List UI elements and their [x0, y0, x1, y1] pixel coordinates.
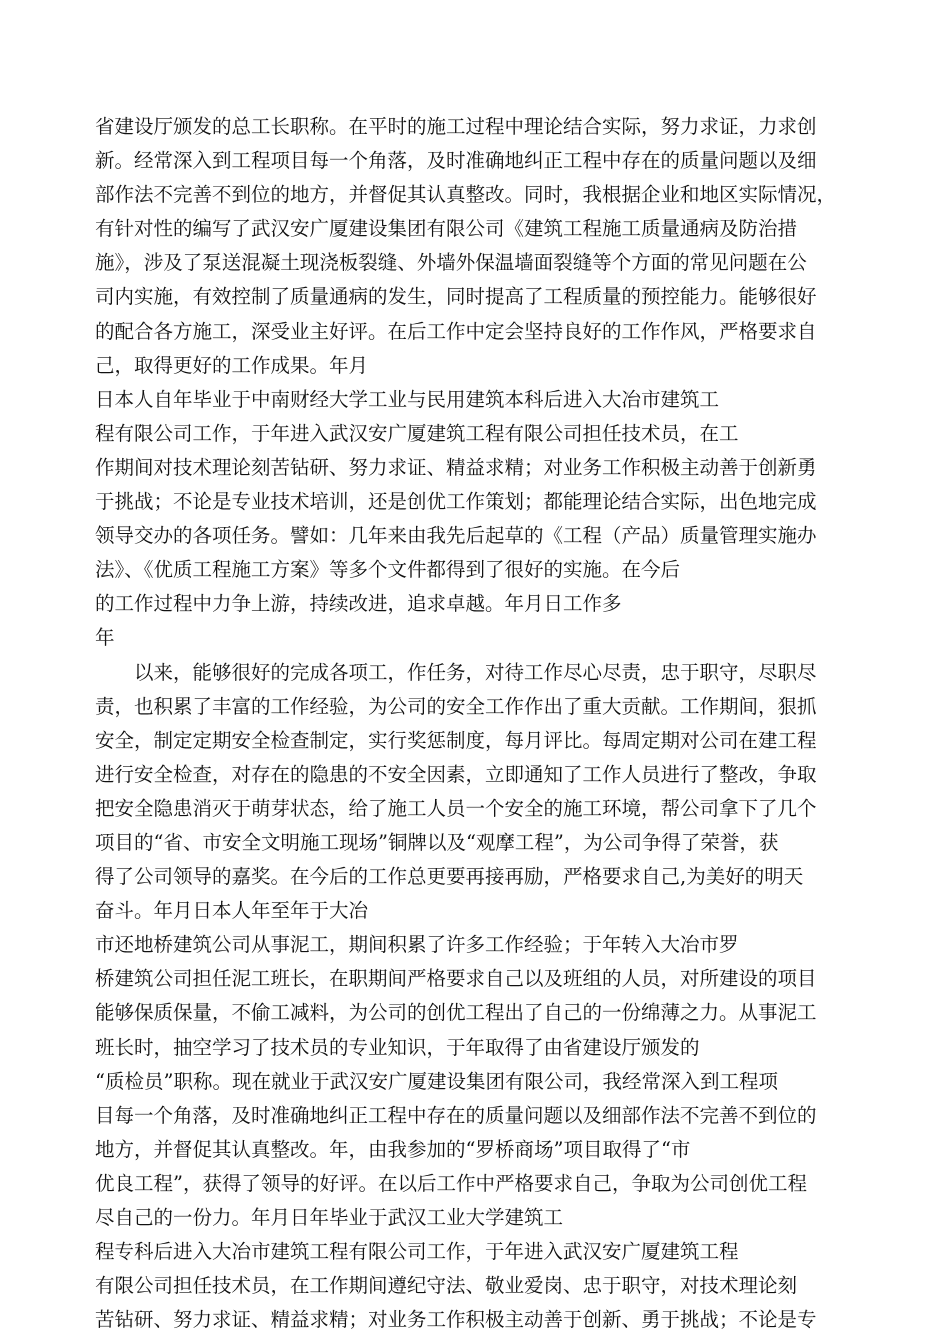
text-line: 领导交办的各项任务。譬如：几年来由我先后起草的《工程（产品）质量管理实施办: [95, 524, 817, 548]
text-line: 法》、《优质工程施工方案》等多个文件都得到了很好的实施。在今后: [95, 558, 681, 582]
text-line: 的配合各方施工，深受业主好评。在后工作中定会坚持良好的工作作风，严格要求自: [95, 319, 817, 343]
text-line: 安全，制定定期安全检查制定，实行奖惩制度，每月评比。每周定期对公司在建工程: [95, 728, 817, 752]
text-line: 优良工程”，获得了领导的好评。在以后工作中严格要求自己，争取为公司创优工程: [95, 1171, 807, 1195]
text-line: 的工作过程中力争上游，持续改进，追求卓越。年月日工作多: [95, 592, 622, 616]
text-line: 把安全隐患消灭于萌芽状态，给了施工人员一个安全的施工环境，帮公司拿下了几个: [95, 796, 817, 820]
text-line: 程专科后进入大冶市建筑工程有限公司工作，于年进入武汉安广厦建筑工程: [95, 1240, 739, 1264]
text-line: 苦钻研、努力求证、精益求精；对业务工作积极主动善于创新、勇于挑战；不论是专: [95, 1308, 817, 1332]
text-line: 新。经常深入到工程项目每一个角落，及时准确地纠正工程中存在的质量问题以及细: [95, 149, 817, 173]
text-line: 施》，涉及了泵送混凝土现浇板裂缝、外墙外保温墙面裂缝等个方面的常见问题在公: [95, 251, 807, 275]
text-line: 能够保质保量，不偷工减料，为公司的创优工程出了自己的一份绵薄之力。从事泥工: [95, 1001, 817, 1025]
text-line: 班长时，抽空学习了技术员的专业知识，于年取得了由省建设厅颁发的: [95, 1035, 700, 1059]
text-line: 作期间对技术理论刻苦钻研、努力求证、精益求精；对业务工作积极主动善于创新勇: [95, 455, 817, 479]
text-line: 责，也积累了丰富的工作经验，为公司的安全工作作出了重大贡献。工作期间，狠抓: [95, 694, 817, 718]
text-line: 得了公司领导的嘉奖。在今后的工作总更要再接再励，严格要求自己,为美好的明天: [95, 865, 804, 889]
text-line: 己，取得更好的工作成果。年月: [95, 353, 369, 377]
text-line: 省建设厅颁发的总工长职称。在平时的施工过程中理论结合实际，努力求证，力求创: [95, 115, 817, 138]
text-line: 进行安全检查，对存在的隐患的不安全因素，立即通知了工作人员进行了整改，争取: [95, 762, 817, 786]
text-line: 于挑战；不论是专业技术培训，还是创优工作策划；都能理论结合实际，出色地完成: [95, 490, 817, 514]
text-line: 桥建筑公司担任泥工班长，在职期间严格要求自己以及班组的人员，对所建设的项目: [95, 967, 817, 991]
text-line: 年: [95, 626, 115, 650]
text-line: 尽自己的一份力。年月日年毕业于武汉工业大学建筑工: [95, 1206, 564, 1229]
text-line: 程有限公司工作，于年进入武汉安广厦建筑工程有限公司担任技术员，在工: [95, 421, 739, 445]
text-line: 以来，能够很好的完成各项工，作任务，对待工作尽心尽责，忠于职守，尽职尽: [95, 660, 817, 684]
body-text: [95, 110, 865, 1337]
text-line: 奋斗。年月日本人年至年于大冶: [95, 899, 369, 923]
text-line: 项目的“省、市安全文明施工现场”铜牌以及“观摩工程”，为公司争得了荣誉，获: [95, 830, 779, 854]
text-line: “质检员”职称。现在就业于武汉安广厦建设集团有限公司，我经常深入到工程项: [95, 1069, 778, 1093]
text-line: 有限公司担任技术员，在工作期间遵纪守法、敬业爱岗、忠于职守，对技术理论刻: [95, 1274, 798, 1298]
text-line: 部作法不完善不到位的地方，并督促其认真整改。同时，我根据企业和地区实际情况，: [95, 183, 837, 207]
text-line: 市还地桥建筑公司从事泥工，期间积累了许多工作经验；于年转入大冶市罗: [95, 933, 739, 957]
text-line: 目每一个角落，及时准确地纠正工程中存在的质量问题以及细部作法不完善不到位的: [95, 1103, 817, 1127]
text-line: 有针对性的编写了武汉安广厦建设集团有限公司《建筑工程施工质量通病及防治措: [95, 217, 798, 241]
text-line: 地方，并督促其认真整改。年，由我参加的“罗桥商场”项目取得了“市: [95, 1137, 691, 1161]
text-line: 司内实施，有效控制了质量通病的发生，同时提高了工程质量的预控能力。能够很好: [95, 285, 817, 309]
text-line: 日本人自年毕业于中南财经大学工业与民用建筑本科后进入大冶市建筑工: [95, 387, 720, 411]
